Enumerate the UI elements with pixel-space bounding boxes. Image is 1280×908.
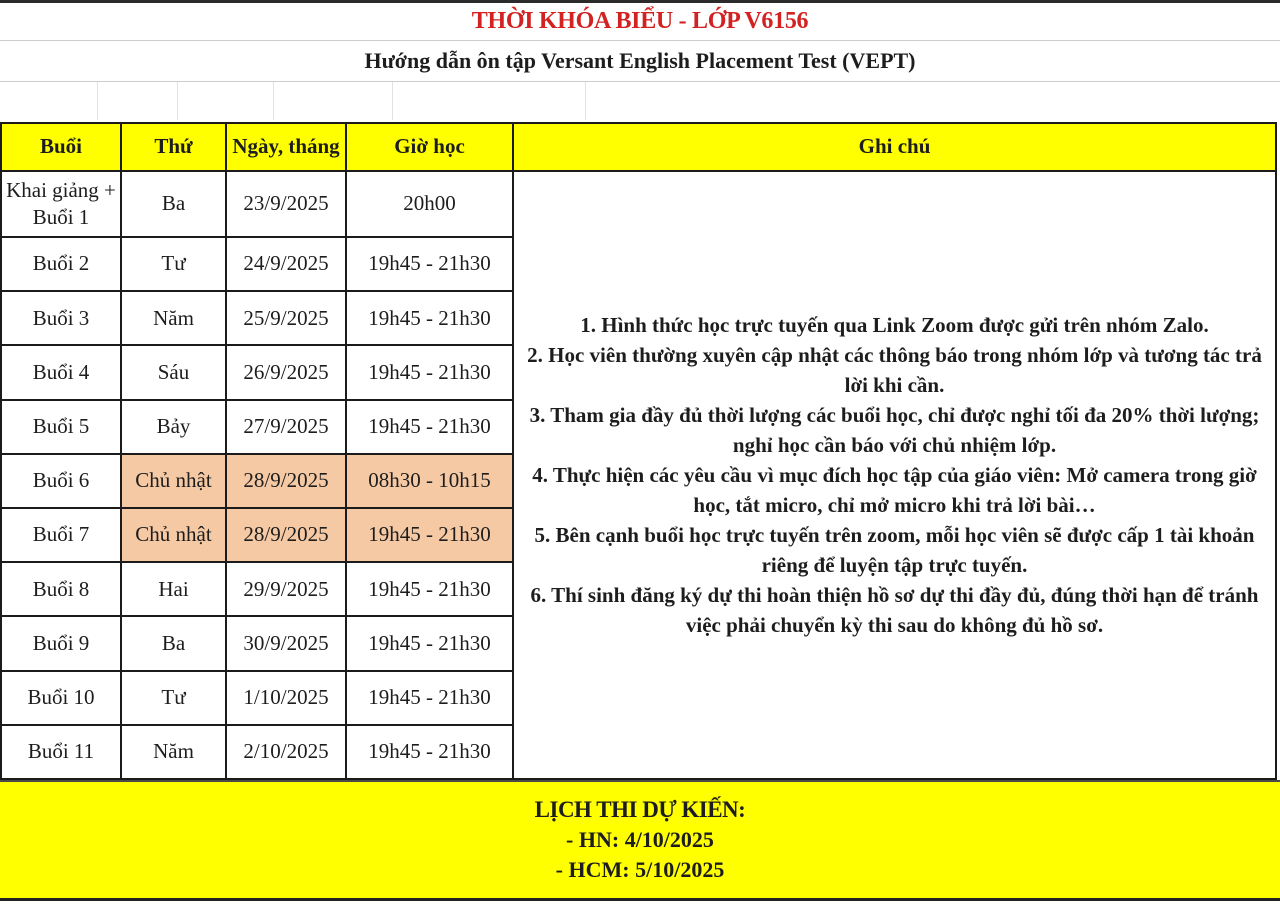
time-cell: 19h45 - 21h30 bbox=[347, 238, 512, 290]
session-cell: Buổi 5 bbox=[2, 401, 120, 453]
time-cell: 19h45 - 21h30 bbox=[347, 672, 512, 724]
gridline bbox=[392, 82, 393, 120]
date-cell: 28/9/2025 bbox=[227, 455, 345, 507]
time-cell: 19h45 - 21h30 bbox=[347, 401, 512, 453]
weekday-cell: Hai bbox=[122, 563, 225, 615]
exam-schedule-footer bbox=[0, 780, 1280, 901]
time-cell: 19h45 - 21h30 bbox=[347, 617, 512, 669]
weekday-cell: Chủ nhật bbox=[122, 509, 225, 561]
note-item: 4. Thực hiện các yêu cầu vì mục đích học tập của giáo viên: Mở camera trong giờ học, tắt micro, chỉ mở micro khi trả lời bài… bbox=[532, 462, 1257, 517]
note-item: 2. Học viên thường xuyên cập nhật các thông báo trong nhóm lớp và tương tác trả lời khi cần. bbox=[527, 342, 1262, 397]
time-cell: 20h00 bbox=[347, 172, 512, 236]
date-cell: 1/10/2025 bbox=[227, 672, 345, 724]
gridline bbox=[585, 82, 586, 120]
date-cell: 27/9/2025 bbox=[227, 401, 345, 453]
timetable bbox=[0, 122, 1277, 780]
page-subtitle: Hướng dẫn ôn tập Versant English Placement Test (VEPT) bbox=[364, 48, 916, 73]
gridline bbox=[273, 82, 274, 120]
session-cell: Buổi 10 bbox=[2, 672, 120, 724]
date-cell: 25/9/2025 bbox=[227, 292, 345, 344]
note-item: 6. Thí sinh đăng ký dự thi hoàn thiện hồ sơ dự thi đầy đủ, đúng thời hạn để tránh việc phải chuyển kỳ thi sau do không đủ hồ sơ. bbox=[530, 582, 1259, 637]
weekday-cell: Bảy bbox=[122, 401, 225, 453]
time-cell: 19h45 - 21h30 bbox=[347, 726, 512, 778]
column-header-session: Buổi bbox=[2, 124, 120, 170]
exam-date-hn: - HN: 4/10/2025 bbox=[566, 827, 714, 852]
session-cell: Buổi 2 bbox=[2, 238, 120, 290]
session-cell: Buổi 9 bbox=[2, 617, 120, 669]
weekday-cell: Chủ nhật bbox=[122, 455, 225, 507]
weekday-cell: Tư bbox=[122, 672, 225, 724]
column-header-time: Giờ học bbox=[347, 124, 512, 170]
date-cell: 30/9/2025 bbox=[227, 617, 345, 669]
column-header-date: Ngày, tháng bbox=[227, 124, 345, 170]
divider-line bbox=[0, 81, 1280, 82]
date-cell: 29/9/2025 bbox=[227, 563, 345, 615]
date-cell: 23/9/2025 bbox=[227, 172, 345, 236]
session-cell: Khai giảng + Buổi 1 bbox=[2, 172, 120, 236]
exam-date-hcm: - HCM: 5/10/2025 bbox=[555, 857, 725, 882]
date-cell: 26/9/2025 bbox=[227, 346, 345, 398]
session-cell: Buổi 3 bbox=[2, 292, 120, 344]
time-cell: 08h30 - 10h15 bbox=[347, 455, 512, 507]
date-cell: 28/9/2025 bbox=[227, 509, 345, 561]
notes-cell bbox=[514, 172, 1275, 778]
weekday-cell: Năm bbox=[122, 292, 225, 344]
weekday-cell: Ba bbox=[122, 617, 225, 669]
page-title: THỜI KHÓA BIỂU - LỚP V6156 bbox=[471, 8, 809, 34]
gridline bbox=[177, 82, 178, 120]
note-item: 1. Hình thức học trực tuyến qua Link Zoom được gửi trên nhóm Zalo. bbox=[580, 312, 1209, 337]
session-cell: Buổi 8 bbox=[2, 563, 120, 615]
time-cell: 19h45 - 21h30 bbox=[347, 509, 512, 561]
session-cell: Buổi 7 bbox=[2, 509, 120, 561]
note-item: 3. Tham gia đầy đủ thời lượng các buổi học, chỉ được nghỉ tối đa 20% thời lượng; nghỉ học cần báo với chủ nhiệm lớp. bbox=[529, 402, 1260, 457]
column-header-notes: Ghi chú bbox=[514, 124, 1275, 170]
date-cell: 2/10/2025 bbox=[227, 726, 345, 778]
session-cell: Buổi 6 bbox=[2, 455, 120, 507]
date-cell: 24/9/2025 bbox=[227, 238, 345, 290]
time-cell: 19h45 - 21h30 bbox=[347, 292, 512, 344]
note-item: 5. Bên cạnh buổi học trực tuyến trên zoom, mỗi học viên sẽ được cấp 1 tài khoản riêng để luyện tập trực tuyến. bbox=[534, 522, 1255, 577]
weekday-cell: Tư bbox=[122, 238, 225, 290]
weekday-cell: Năm bbox=[122, 726, 225, 778]
time-cell: 19h45 - 21h30 bbox=[347, 563, 512, 615]
weekday-cell: Ba bbox=[122, 172, 225, 236]
time-cell: 19h45 - 21h30 bbox=[347, 346, 512, 398]
weekday-cell: Sáu bbox=[122, 346, 225, 398]
gridline bbox=[97, 82, 98, 120]
session-cell: Buổi 4 bbox=[2, 346, 120, 398]
column-header-weekday: Thứ bbox=[122, 124, 225, 170]
exam-schedule-heading: LỊCH THI DỰ KIẾN: bbox=[534, 797, 746, 822]
session-cell: Buổi 11 bbox=[2, 726, 120, 778]
